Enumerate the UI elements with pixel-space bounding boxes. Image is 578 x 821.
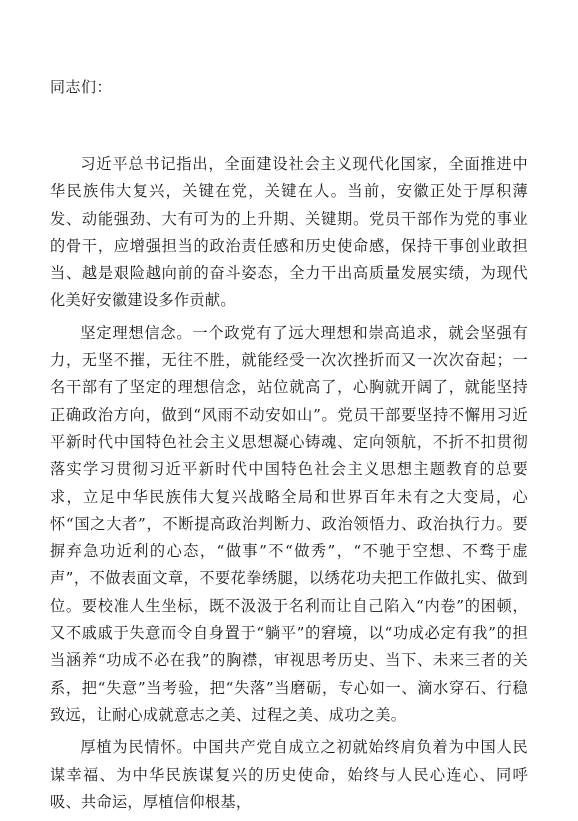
paragraph-intro: 习近平总书记指出，全面建设社会主义现代化国家，全面推进中华民族伟大复兴，关键在党，关键在人。当前，安徽正处于厚积薄发、动能强劲、大有可为的上升期、关键期。党员干部作为党的事业的骨干，应增强担当的政治责任感和历史使命感，保持干事创业敢担当、越是艰险越向前的奋斗姿态，全力干出高质量发展实绩，为现代化美好安徽建设多作贡献。 xyxy=(50,155,528,310)
document-body xyxy=(50,151,528,821)
paragraph-people: 厚植为民情怀。中国共产党自成立之初就始终肩负着为中国人民谋幸福、为中华民族谋复兴的历史使命，始终与人民心连心、同呼吸、共命运，厚植信仰根基， xyxy=(50,738,528,811)
salutation: 同志们： xyxy=(50,78,113,96)
paragraph-ideals: 坚定理想信念。一个政党有了远大理想和崇高追求，就会坚强有力，无坚不摧，无往不胜，就能经受一次次挫折而又一次次奋起；一名干部有了坚定的理想信念，站位就高了，心胸就开阔了，就能坚持正确政治方向，做到“风雨不动安如山”。党员干部要坚持不懈用习近平新时代中国特色社会主义思想凝心铸魂、定向领航，不折不扣贯彻落实学习贯彻习近平新时代中国特色社会主义思想主题教育的总要求，立足中华民族伟大复兴战略全局和世界百年未有之大变局，心怀“国之大者”，不断提高政治判断力、政治领悟力、政治执行力。要摒弃急功近利的心态，“做事”不“做秀”，“不驰于空想、不骛于虚声”，不做表面文章，不要花拳绣腿，以绣花功夫把工作做扎实、做到位。要校准人生坐标，既不汲汲于名利而让自己陷入“内卷”的困顿，又不戚戚于失意而令自身置于“躺平”的窘境，以“功成必定有我”的担当涵养“功成不必在我”的胸襟，审视思考历史、当下、未来三者的关系，把“失意”当考验，把“失落”当磨砺，专心如一、滴水穿石、行稳致远，让耐心成就意志之美、过程之美、成功之美。 xyxy=(50,323,528,724)
